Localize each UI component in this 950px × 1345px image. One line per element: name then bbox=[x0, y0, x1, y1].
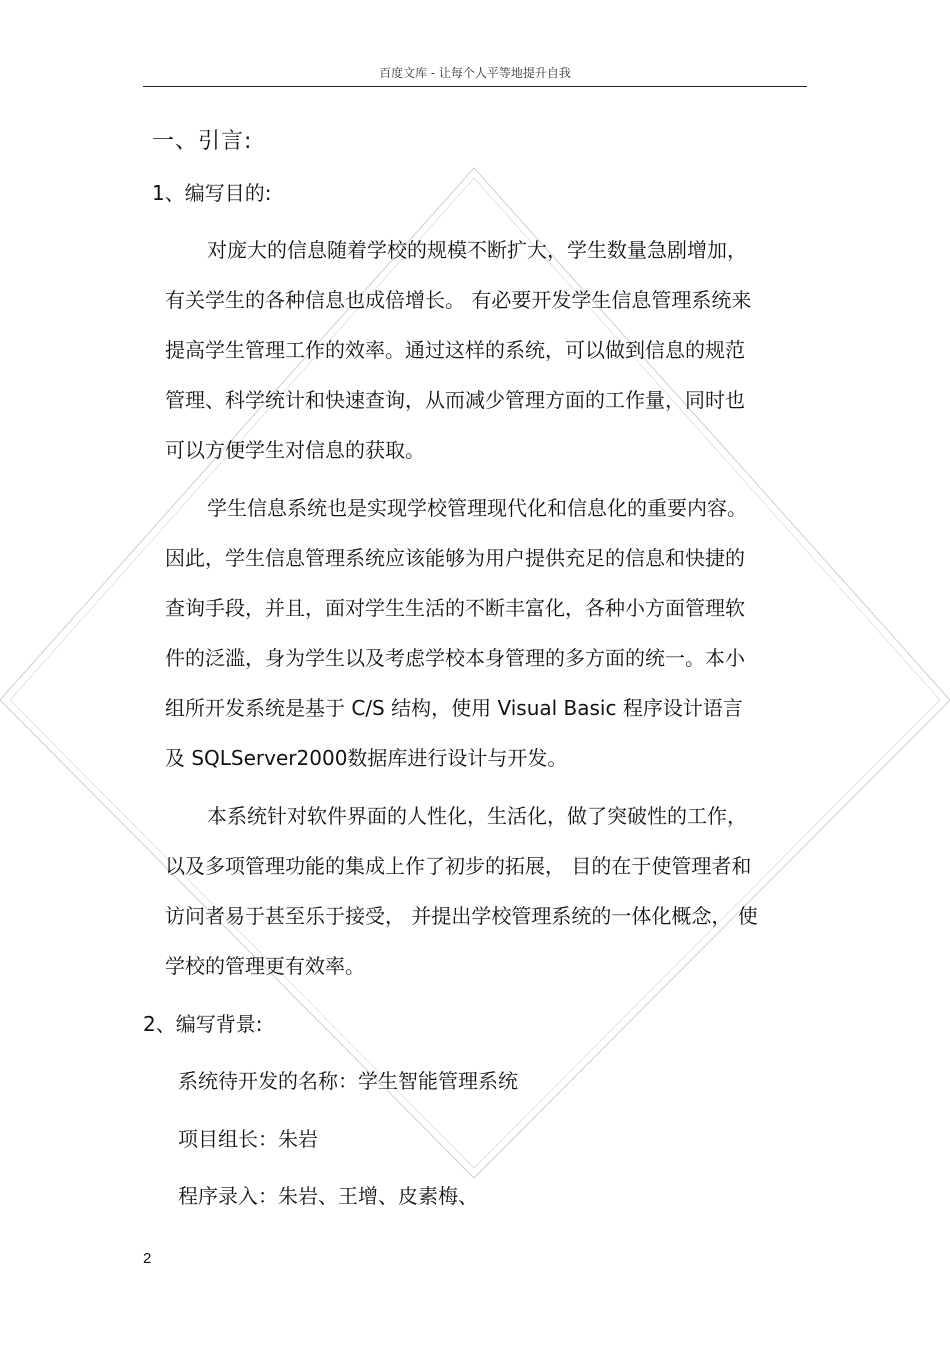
para2-line: 因此，学生信息管理系统应该能够为用户提供充足的信息和快捷的 bbox=[165, 546, 745, 570]
page-number: 2 bbox=[143, 1250, 152, 1267]
header-rule bbox=[143, 86, 807, 87]
para2-line: 及 SQLServer2000数据库进行设计与开发。 bbox=[165, 746, 568, 770]
para1-line: 提高学生管理工作的效率。通过这样的系统，可以做到信息的规范 bbox=[165, 338, 745, 362]
background-line: 系统待开发的名称：学生智能管理系统 bbox=[178, 1069, 518, 1093]
para3-line: 访问者易于甚至乐于接受， 并提出学校管理系统的一体化概念， 使 bbox=[165, 904, 758, 928]
para1-line: 有关学生的各种信息也成倍增长。 有必要开发学生信息管理系统来 bbox=[165, 288, 752, 312]
subsection-title-background: 2、编写背景: bbox=[143, 1012, 263, 1036]
para1-line: 对庞大的信息随着学校的规模不断扩大，学生数量急剧增加， bbox=[207, 238, 747, 262]
para3-line: 以及多项管理功能的集成上作了初步的拓展， 目的在于使管理者和 bbox=[165, 854, 752, 878]
para1-line: 可以方便学生对信息的获取。 bbox=[165, 438, 425, 462]
page-header: 百度文库 - 让每个人平等地提升自我 bbox=[379, 66, 571, 80]
para3-line: 本系统针对软件界面的人性化，生活化，做了突破性的工作， bbox=[207, 804, 747, 828]
para3-line: 学校的管理更有效率。 bbox=[165, 954, 365, 978]
para2-line: 查询手段，并且，面对学生生活的不断丰富化，各种小方面管理软 bbox=[165, 596, 745, 620]
para2-line: 组所开发系统是基于 C/S 结构，使用 Visual Basic 程序设计语言 bbox=[165, 696, 743, 720]
subsection-title-purpose: 1、编写目的: bbox=[152, 181, 272, 205]
background-line: 项目组长：朱岩 bbox=[178, 1127, 318, 1151]
para2-line: 学生信息系统也是实现学校管理现代化和信息化的重要内容。 bbox=[207, 496, 747, 520]
para2-line: 件的泛滥，身为学生以及考虑学校本身管理的多方面的统一。本小 bbox=[165, 646, 745, 670]
section-title: 一、引言: bbox=[152, 129, 253, 154]
background-line: 程序录入：朱岩、王增、皮素梅、 bbox=[178, 1184, 478, 1208]
para1-line: 管理、科学统计和快速查询，从而减少管理方面的工作量，同时也 bbox=[165, 388, 745, 412]
